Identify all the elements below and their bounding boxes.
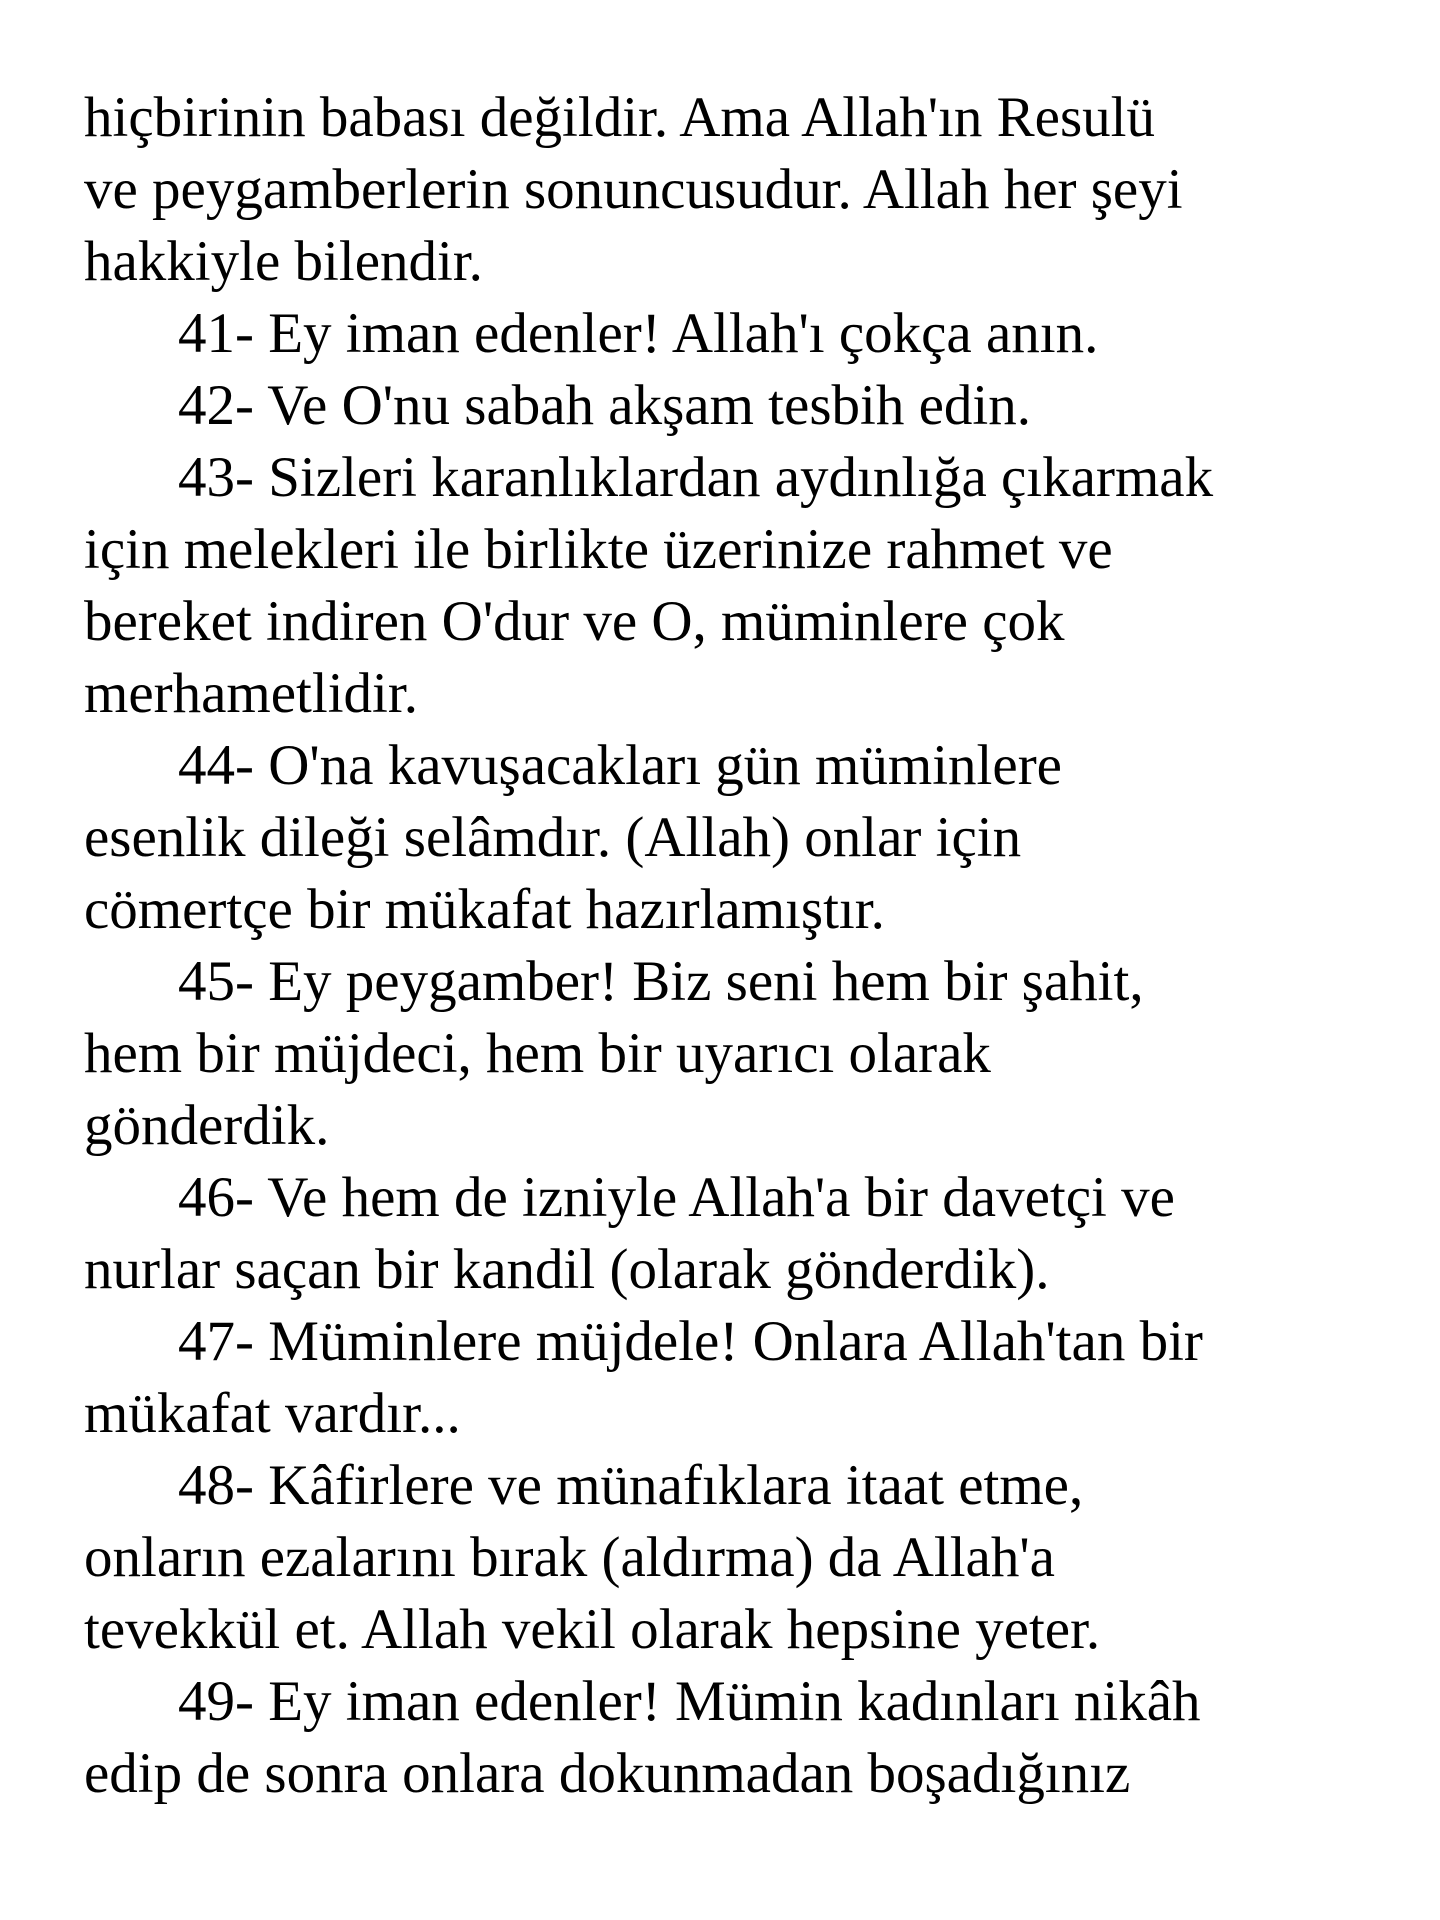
text-line: edip de sonra onlara dokunmadan boşadığınız xyxy=(84,1742,1131,1805)
text-line: bereket indiren O'dur ve O, müminlere çok xyxy=(84,590,1065,653)
text-line: mükafat vardır... xyxy=(84,1382,461,1445)
verse-46: 46- Ve hem de izniyle Allah'a bir davetçi ve xyxy=(178,1166,1175,1229)
verse-44: 44- O'na kavuşacakları gün müminlere xyxy=(178,734,1062,797)
verse-47: 47- Müminlere müjdele! Onlara Allah'tan bir xyxy=(178,1310,1203,1373)
verse-42: 42- Ve O'nu sabah akşam tesbih edin. xyxy=(178,374,1031,437)
page-text xyxy=(84,82,1384,1810)
verse-49: 49- Ey iman edenler! Mümin kadınları nikâh xyxy=(178,1670,1201,1733)
text-line: ve peygamberlerin sonuncusudur. Allah her şeyi xyxy=(84,158,1183,221)
verse-41: 41- Ey iman edenler! Allah'ı çokça anın. xyxy=(178,302,1099,365)
verse-43: 43- Sizleri karanlıklardan aydınlığa çıkarmak xyxy=(178,446,1214,509)
text-line: nurlar saçan bir kandil (olarak gönderdik). xyxy=(84,1238,1050,1301)
text-line: tevekkül et. Allah vekil olarak hepsine yeter. xyxy=(84,1598,1101,1661)
text-line: esenlik dileği selâmdır. (Allah) onlar için xyxy=(84,806,1022,869)
text-line: onların ezalarını bırak (aldırma) da Allah'a xyxy=(84,1526,1055,1589)
text-line: merhametlidir. xyxy=(84,662,418,725)
text-line: için melekleri ile birlikte üzerinize rahmet ve xyxy=(84,518,1113,581)
text-line: gönderdik. xyxy=(84,1094,330,1157)
text-line: hem bir müjdeci, hem bir uyarıcı olarak xyxy=(84,1022,991,1085)
verse-45: 45- Ey peygamber! Biz seni hem bir şahit, xyxy=(178,950,1144,1013)
verse-48: 48- Kâfirlere ve münafıklara itaat etme, xyxy=(178,1454,1084,1517)
text-line: cömertçe bir mükafat hazırlamıştır. xyxy=(84,878,885,941)
text-line: hiçbirinin babası değildir. Ama Allah'ın Resulü xyxy=(84,86,1155,149)
text-line: hakkiyle bilendir. xyxy=(84,230,483,293)
